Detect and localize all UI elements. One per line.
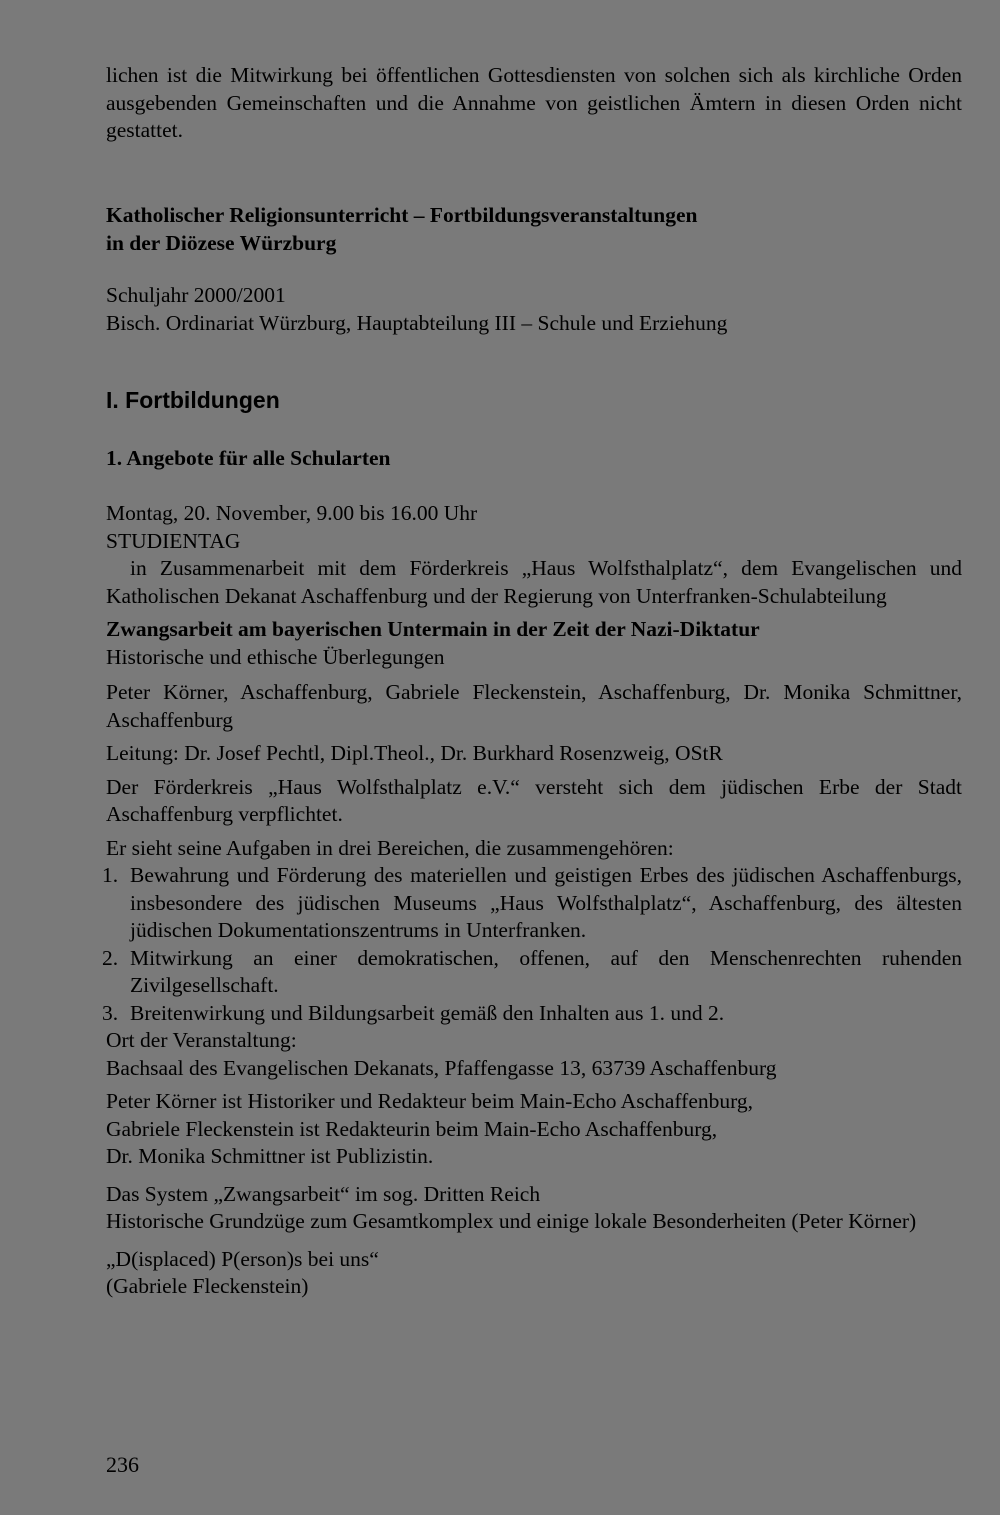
intro-paragraph (106, 62, 962, 145)
ordinariat: Bisch. Ordinariat Würzburg, Hauptabteilung III – Schule und Erziehung (106, 310, 728, 335)
ort-label: Ort der Veranstaltung: (106, 1028, 297, 1052)
list-item (102, 945, 962, 1000)
event-subtitle: Historische und ethische Überlegungen (106, 644, 445, 669)
talk1-description: Historische Grundzüge zum Gesamtkomplex und einige lokale Besonderheiten (Peter Körner) (106, 1209, 917, 1233)
talk1-title: Das System „Zwangsarbeit“ im sog. Dritten Reich (106, 1181, 541, 1206)
event-block (102, 500, 962, 1301)
event-foerderkreis: Der Förderkreis „Haus Wolfsthalplatz e.V.“ versteht sich dem jüdischen Erbe der Stadt Aschaffenburg verpflichtet. (106, 774, 962, 826)
intro-text: lichen ist die Mitwirkung bei öffentlichen Gottesdiensten von solchen sich als kirchliche Orden ausgebenden Gemeinschaften und die Annahme von geistlichen Ämtern in diesen Orden nicht gestattet. (106, 63, 962, 142)
ort-address: Bachsaal des Evangelischen Dekanats, Pfaffengasse 13, 63739 Aschaffenburg (106, 1055, 777, 1080)
main-heading-line1: Katholischer Religionsunterricht – Fortbildungsveranstaltungen (106, 203, 698, 227)
talk2-title: „D(isplaced) P(erson)s bei uns“ (106, 1246, 379, 1271)
list-item-number: 2. (102, 945, 119, 970)
list-item-number: 3. (102, 1000, 119, 1025)
event-type: STUDIENTAG (106, 528, 241, 553)
bio-koerner: Peter Körner ist Historiker und Redakteur beim Main-Echo Aschaffenburg, (106, 1089, 754, 1113)
school-year-block (106, 282, 962, 337)
event-aufgaben-intro: Er sieht seine Aufgaben in drei Bereichen, die zusammengehören: (106, 835, 674, 860)
event-title: Zwangsarbeit am bayerischen Untermain in der Zeit der Nazi-Diktatur (106, 617, 760, 641)
event-leitung: Leitung: Dr. Josef Pechtl, Dipl.Theol., Dr. Burkhard Rosenzweig, OStR (106, 741, 723, 765)
page-number: 236 (106, 1452, 139, 1477)
event-cooperation: in Zusammenarbeit mit dem Förderkreis „Haus Wolfsthalplatz“, dem Evangelischen und Katholischen Dekanat Aschaffenburg und der Regierung von Unterfranken-Schulabteilung (106, 556, 962, 608)
section-title-block (106, 386, 962, 414)
subsection-title-block (106, 445, 962, 473)
list-item (102, 862, 962, 945)
bio-schmittner: Dr. Monika Schmittner ist Publizistin. (106, 1144, 434, 1168)
subsection-title: 1. Angebote für alle Schularten (106, 446, 391, 470)
talk2-speaker: (Gabriele Fleckenstein) (106, 1274, 309, 1298)
event-date: Montag, 20. November, 9.00 bis 16.00 Uhr (106, 501, 478, 525)
list-item-text: Mitwirkung an einer demokratischen, offenen, auf den Menschenrechten ruhenden Zivilgesellschaft. (130, 945, 962, 997)
main-heading-line2: in der Diözese Würzburg (106, 230, 337, 255)
main-heading (106, 202, 962, 257)
list-item-text: Bewahrung und Förderung des materiellen und geistigen Erbes des jüdischen Aschaffenburgs, insbesondere des jüdischen Museums „Haus Wolfsthalplatz“, Aschaffenburg, des ältesten jüdischen Dokumentationszentrums in Unterfranken. (130, 863, 962, 942)
bio-fleckenstein: Gabriele Fleckenstein ist Redakteurin beim Main-Echo Aschaffenburg, (106, 1116, 718, 1141)
list-item-number: 1. (102, 863, 119, 887)
aufgaben-list (102, 862, 962, 1027)
list-item-text: Breitenwirkung und Bildungsarbeit gemäß den Inhalten aus 1. und 2. (130, 1000, 725, 1025)
section-title: I. Fortbildungen (106, 387, 280, 413)
schuljahr: Schuljahr 2000/2001 (106, 283, 286, 307)
list-item (102, 1000, 962, 1028)
event-speakers: Peter Körner, Aschaffenburg, Gabriele Fleckenstein, Aschaffenburg, Dr. Monika Schmittner, Aschaffenburg (106, 680, 962, 732)
